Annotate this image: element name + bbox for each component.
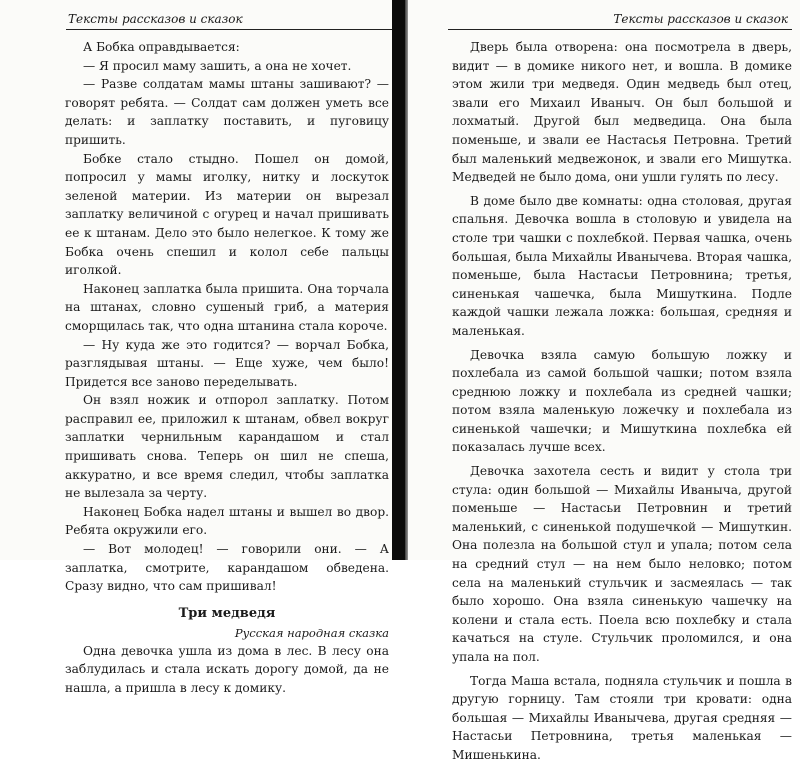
paragraph: Одна девочка ушла из дома в лес. В лесу она заблудилась и стала искать дорогу домой, да не нашла, а пришла в лесу к домику.: [65, 643, 389, 695]
story-subtitle: Русская народная сказка: [234, 625, 389, 640]
paragraph: Девочка взяла самую большую ложку и похлебала из самой большой чашки; потом взяла среднюю ложку и похлебала из средней чашки; потом взяла маленькую ложечку и похлебала из синенькой чашечки; и Мишуткина похлебка ей показалась лучше всех.: [452, 347, 792, 455]
paragraph: — Вот молодец! — говорили они. — А заплатка, смотрите, карандашом обведена. Сразу видно, что сам пришивал!: [65, 542, 389, 594]
book-gutter: [392, 0, 408, 560]
paragraph: Бобке стало стыдно. Пошел он домой, попросил у мамы иголку, нитку и лоскуток зеленой материи. Из материи он вырезал заплатку величиной с огурец и начал пришивать ее к штанам. Дело это было нелегкое. К тому же Бобка очень спешил и колол себе пальцы иголкой.: [65, 151, 389, 278]
paragraph: Тогда Маша встала, подняла стульчик и пошла в другую горницу. Там стояли три кровати: одна большая — Михайлы Иванычева, другая средняя — Настасьи Петровнина, третья маленькая — Мишенькина.: [452, 673, 792, 762]
paragraph: Наконец Бобка надел штаны и вышел во двор. Ребята окружили его.: [65, 504, 389, 538]
paragraph: А Бобка оправдывается:: [83, 40, 240, 54]
paragraph: В доме было две комнаты: одна столовая, другая спальня. Девочка вошла в столовую и увидела на столе три чашки с похлебкой. Первая чашка, очень большая, была Михайлы Иванычева. Вторая чашка, поменьше, была Настасьи Петровнина; третья, синенькая чашечка, была Мишуткина. Подле каждой чашки лежала ложка: большая, средняя и маленькая.: [452, 193, 792, 338]
right-text-block: [452, 38, 792, 765]
story-title: Три медведя: [178, 605, 276, 621]
right-page: [408, 0, 800, 762]
left-text-block: [65, 38, 389, 698]
right-header-rule: [448, 29, 792, 30]
left-header-rule: [66, 29, 392, 30]
right-running-head: Тексты рассказов и сказок: [613, 12, 788, 26]
paragraph: Девочка захотела сесть и видит у стола три стула: один большой — Михайлы Иваныча, другой поменьше — Настасьи Петровнин и третий маленький, с синенькой подушечкой — Мишуткин. Она полезла на большой стул и упала; потом села на средний стул — на нем было неловко; потом села на маленький стульчик и засмеялась — так было хорошо. Она взяла синенькую чашечку на колени и стала есть. Поела всю похлебку и стала качаться на стуле. Стульчик проломился, и она упала на пол.: [452, 464, 792, 664]
left-running-head: Тексты рассказов и сказок: [68, 12, 243, 26]
paragraph: Дверь была отворена: она посмотрела в дверь, видит — в домике никого нет, и вошла. В домике этом жили три медведя. Один медведь был отец, звали его Михаил Иваныч. Он был большой и лохматый. Другой был медведица. Она была поменьше, и звали ее Настасья Петровна. Третий был маленький медвежонок, и звали его Мишутка. Медведей не было дома, они ушли гулять по лесу.: [452, 40, 792, 185]
left-page: [0, 0, 392, 695]
paragraph: — Разве солдатам мамы штаны зашивают? — говорят ребята. — Солдат сам должен уметь все делать: и заплатку поставить, и пуговицу пришить.: [65, 77, 389, 147]
paragraph: — Ну куда же это годится? — ворчал Бобка, разглядывая штаны. — Еще хуже, чем было! Придется все заново переделывать.: [65, 337, 389, 389]
paragraph: Он взял ножик и отпорол заплатку. Потом расправил ее, приложил к штанам, обвел вокруг заплатки чернильным карандашом и стал пришивать снова. Теперь он шил не спеша, аккуратно, и все время следил, чтобы заплатка не вылезала за черту.: [65, 393, 389, 501]
paragraph: Наконец заплатка была пришита. Она торчала на штанах, словно сушеный гриб, а материя сморщилась так, что одна штанина стала короче.: [65, 281, 389, 333]
paragraph: — Я просил маму зашить, а она не хочет.: [83, 58, 352, 73]
